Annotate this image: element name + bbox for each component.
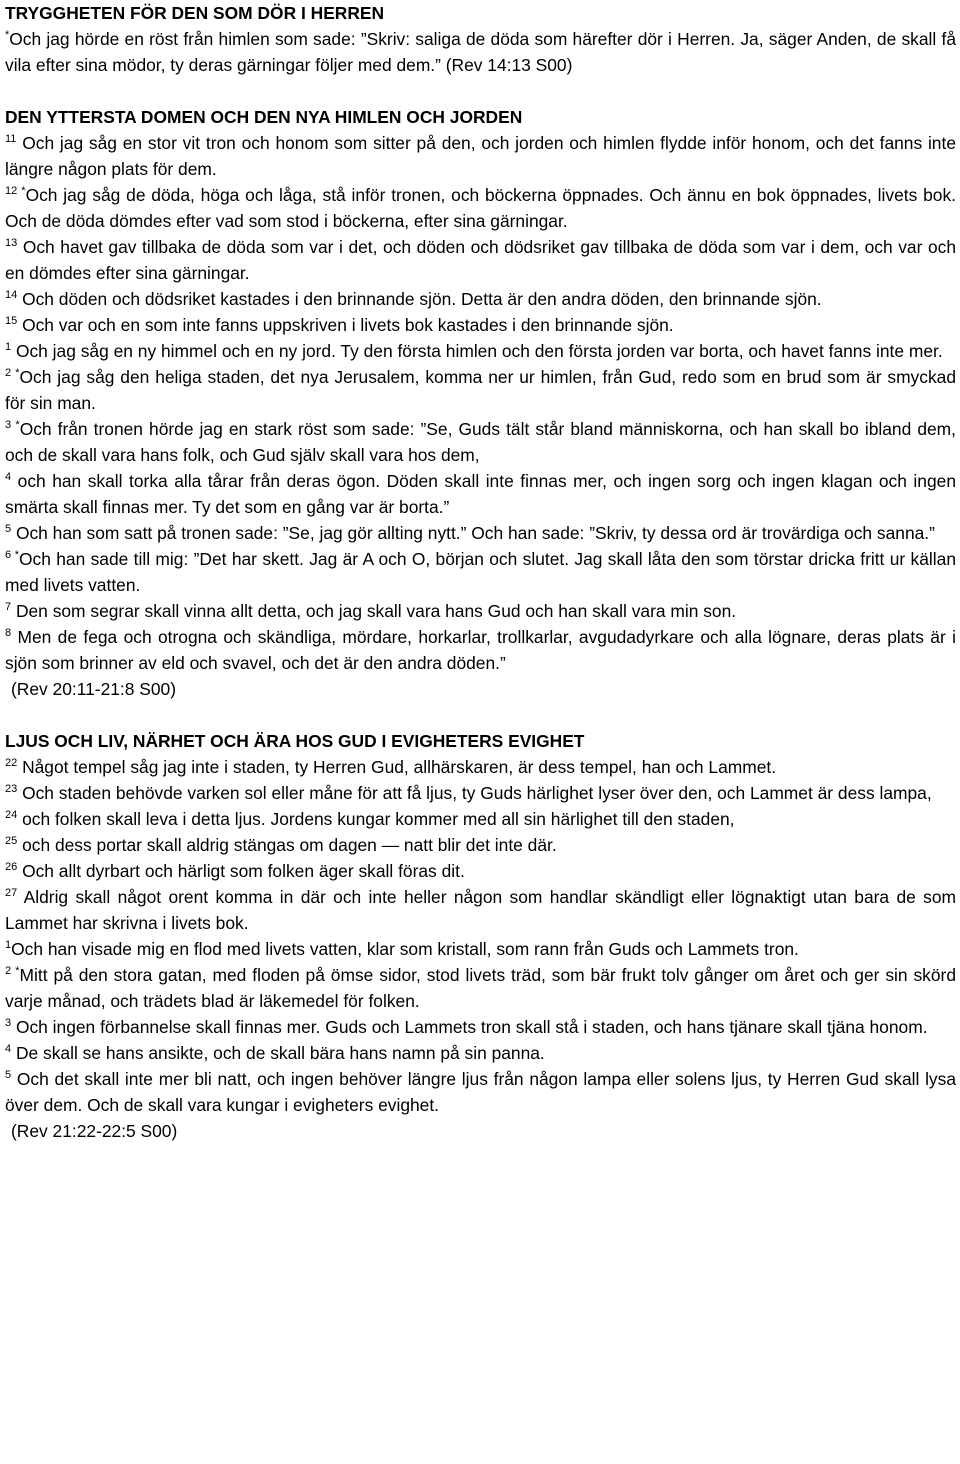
verse-text: Och jag såg en ny himmel och en ny jord. Ty den första himlen och den första jorden var borta, och havet fanns inte mer. bbox=[11, 341, 943, 361]
verse-text: Aldrig skall något orent komma in där och inte heller någon som handlar skändligt eller lögnaktigt utan bara de som Lammet har skrivna i livets bok. bbox=[5, 887, 956, 933]
blank-line bbox=[5, 78, 956, 104]
document-page bbox=[5, 0, 956, 1144]
section-heading: TRYGGHETEN FÖR DEN SOM DÖR I HERREN bbox=[5, 3, 385, 23]
verse-number: 12 * bbox=[5, 185, 26, 197]
verse-number: 4 bbox=[5, 471, 12, 483]
verse-paragraph bbox=[5, 780, 956, 806]
verse-paragraph bbox=[5, 754, 956, 780]
verse-number: 27 bbox=[5, 887, 18, 899]
verse-paragraph bbox=[5, 520, 956, 546]
verse-number: 3 bbox=[5, 1017, 12, 1029]
section-trygghet bbox=[5, 0, 956, 78]
verse-text: Den som segrar skall vinna allt detta, och jag skall vara hans Gud och han skall vara min son. bbox=[11, 601, 737, 621]
verse-text: Och allt dyrbart och härligt som folken äger skall föras dit. bbox=[17, 861, 465, 881]
verse-number: 5 bbox=[5, 1069, 12, 1081]
verse-number: 23 bbox=[5, 783, 18, 795]
blank-line bbox=[5, 702, 956, 728]
scripture-reference: (Rev 20:11-21:8 S00) bbox=[11, 679, 176, 699]
verse-number: 15 bbox=[5, 315, 18, 327]
section-heading: LJUS OCH LIV, NÄRHET OCH ÄRA HOS GUD I EVIGHETERS EVIGHET bbox=[5, 731, 585, 751]
verse-number: 6 * bbox=[5, 549, 19, 561]
verse-paragraph bbox=[5, 546, 956, 598]
verse-number: 5 bbox=[5, 523, 12, 535]
verse-text: Och det skall inte mer bli natt, och ingen behöver längre ljus från någon lampa eller solens ljus, ty Herren Gud skall lysa över dem. Och de skall vara kungar i evigheters evighet. bbox=[5, 1069, 956, 1115]
verse-text: Något tempel såg jag inte i staden, ty Herren Gud, allhärskaren, är dess tempel, han och Lammet. bbox=[17, 757, 777, 777]
verse-paragraph bbox=[5, 806, 956, 832]
section-heading: DEN YTTERSTA DOMEN OCH DEN NYA HIMLEN OCH JORDEN bbox=[5, 107, 523, 127]
verse-paragraph bbox=[5, 884, 956, 936]
verse-paragraph bbox=[5, 364, 956, 416]
verse-number: 2 * bbox=[5, 367, 20, 379]
section-yttersta-domen bbox=[5, 104, 956, 702]
verse-paragraph bbox=[5, 338, 956, 364]
verse-paragraph bbox=[5, 312, 956, 338]
verse-text: De skall se hans ansikte, och de skall bära hans namn på sin panna. bbox=[11, 1043, 545, 1063]
verse-text: Och han sade till mig: ”Det har skett. Jag är A och O, början och slutet. Jag skall låta den som törstar dricka fritt ur källan med livets vatten. bbox=[5, 549, 956, 595]
verse-paragraph bbox=[5, 234, 956, 286]
verse-text: Och jag såg de döda, höga och låga, stå inför tronen, och böckerna öppnades. Och ännu en bok öppnades, livets bok. Och de döda dömdes efter vad som stod i böckerna, efter sina gärningar. bbox=[5, 185, 956, 231]
verse-number: 2 * bbox=[5, 965, 20, 977]
verse-number: 4 bbox=[5, 1043, 12, 1055]
scripture-reference: (Rev 21:22-22:5 S00) bbox=[11, 1121, 178, 1141]
verse-text: Och jag hörde en röst från himlen som sade: ”Skriv: saliga de döda som härefter dör i Herren. Ja, säger Anden, de skall få vila efter sina mödor, ty deras gärningar följer med dem.” (Rev 14:13 S00) bbox=[5, 29, 956, 75]
verse-text: Och ingen förbannelse skall finnas mer. Guds och Lammets tron skall stå i staden, och hans tjänare skall tjäna honom. bbox=[11, 1017, 928, 1037]
verse-number: 3 * bbox=[5, 419, 20, 431]
verse-paragraph bbox=[5, 1066, 956, 1118]
verse-text: och folken skall leva i detta ljus. Jordens kungar kommer med all sin härlighet till den staden, bbox=[17, 809, 735, 829]
verse-number: 1 bbox=[5, 939, 12, 951]
verse-text: Och jag såg en stor vit tron och honom som sitter på den, och jorden och himlen flydde inför honom, och det fanns inte längre någon plats för dem. bbox=[5, 133, 956, 179]
verse-text: Och han som satt på tronen sade: ”Se, jag gör allting nytt.” Och han sade: ”Skriv, ty dessa ord är trovärdiga och sanna.” bbox=[11, 523, 935, 543]
verse-text: och han skall torka alla tårar från deras ögon. Döden skall inte finnas mer, och ingen sorg och ingen klagan och ingen smärta skall finnas mer. Ty det som en gång var är borta.” bbox=[5, 471, 956, 517]
verse-text: Men de fega och otrogna och skändliga, mördare, horkarlar, trollkarlar, avgudadyrkare och alla lögnare, deras plats är i sjön som brinner av eld och svavel, och det är den andra döden.” bbox=[5, 627, 956, 673]
verse-paragraph bbox=[5, 598, 956, 624]
verse-text: Och havet gav tillbaka de döda som var i det, och döden och dödsriket gav tillbaka de döda som var i dem, och var och en dömdes efter sina gärningar. bbox=[5, 237, 956, 283]
verse-number: 24 bbox=[5, 809, 18, 821]
verse-paragraph bbox=[5, 416, 956, 520]
verse-paragraph bbox=[5, 962, 956, 1014]
verse-text: Och staden behövde varken sol eller måne för att få ljus, ty Guds härlighet lyser över den, och Lammet är dess lampa, bbox=[17, 783, 932, 803]
verse-number: 22 bbox=[5, 757, 18, 769]
verse-number: 1 bbox=[5, 341, 12, 353]
verse-number: 14 bbox=[5, 289, 18, 301]
verse-number: * bbox=[5, 29, 10, 41]
verse-paragraph bbox=[5, 130, 956, 182]
verse-number: 25 bbox=[5, 835, 18, 847]
verse-number: 11 bbox=[5, 133, 17, 145]
verse-text: Och han visade mig en flod med livets vatten, klar som kristall, som rann från Guds och Lammets tron. bbox=[11, 939, 799, 959]
verse-number: 26 bbox=[5, 861, 18, 873]
verse-number: 8 bbox=[5, 627, 12, 639]
verse-text: och dess portar skall aldrig stängas om dagen — natt blir det inte där. bbox=[17, 835, 557, 855]
verse-paragraph bbox=[5, 1040, 956, 1066]
verse-paragraph bbox=[5, 624, 956, 676]
verse-paragraph bbox=[5, 26, 956, 78]
verse-text: Och jag såg den heliga staden, det nya Jerusalem, komma ner ur himlen, från Gud, redo som en brud som är smyckad för sin man. bbox=[5, 367, 956, 413]
verse-number: 7 bbox=[5, 601, 12, 613]
verse-text: Och från tronen hörde jag en stark röst som sade: ”Se, Guds tält står bland människorna, och han skall bo ibland dem, och de skall vara hans folk, och Gud själv skall vara hos dem, bbox=[5, 419, 956, 465]
verse-text: Och döden och dödsriket kastades i den brinnande sjön. Detta är den andra döden, den brinnande sjön. bbox=[17, 289, 822, 309]
section-ljus-och-liv bbox=[5, 728, 956, 1144]
verse-paragraph bbox=[5, 832, 956, 858]
verse-paragraph bbox=[5, 182, 956, 234]
verse-paragraph bbox=[5, 286, 956, 312]
verse-number: 13 bbox=[5, 237, 18, 249]
verse-text: Mitt på den stora gatan, med floden på ömse sidor, stod livets träd, som bär frukt tolv gånger om året och ger sin skörd varje månad, och trädets blad är läkemedel för folken. bbox=[5, 965, 956, 1011]
verse-paragraph bbox=[5, 858, 956, 884]
verse-paragraph bbox=[5, 1014, 956, 1040]
verse-text: Och var och en som inte fanns uppskriven i livets bok kastades i den brinnande sjön. bbox=[17, 315, 674, 335]
verse-paragraph bbox=[5, 936, 956, 962]
